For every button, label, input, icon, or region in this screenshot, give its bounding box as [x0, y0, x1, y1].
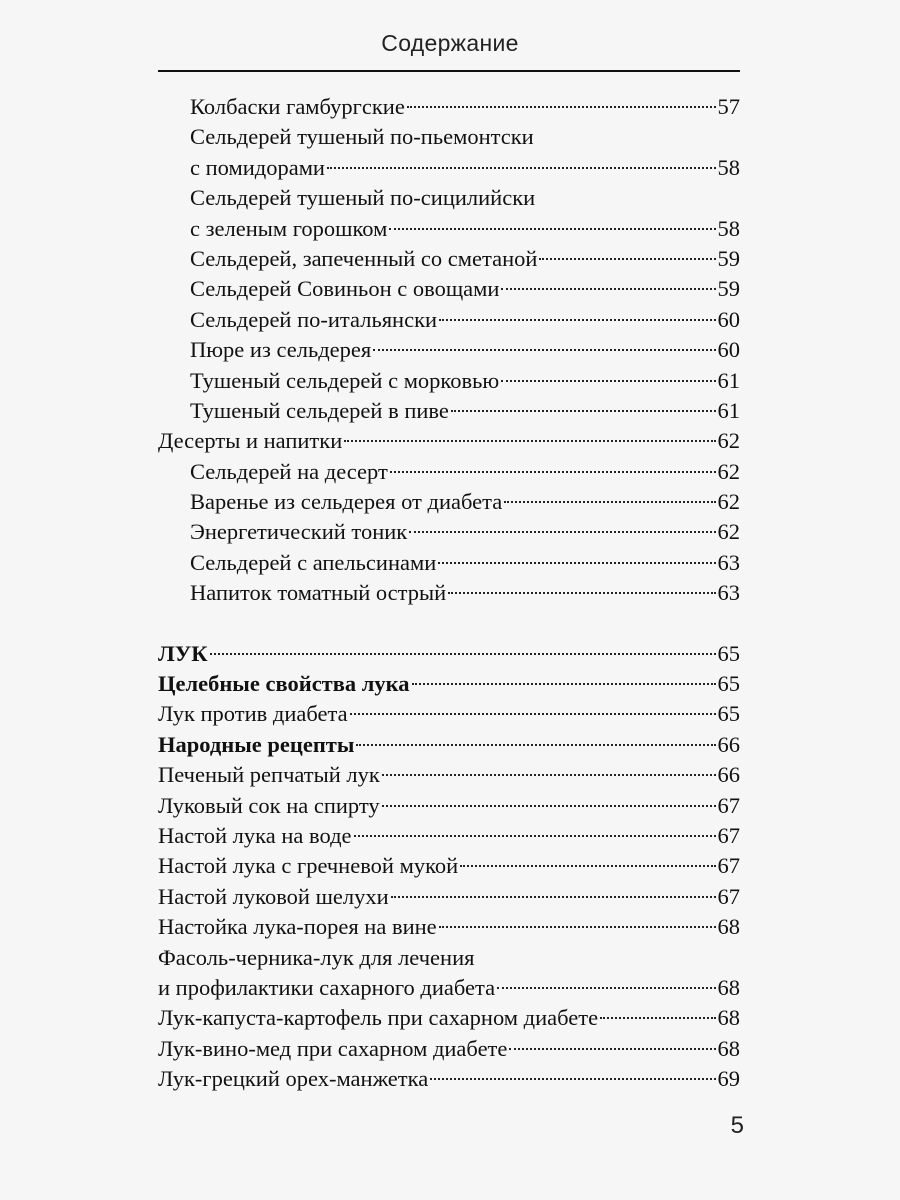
- dot-leader: [373, 349, 715, 351]
- toc-entry: [158, 912, 740, 942]
- toc-entry: [158, 578, 740, 608]
- toc-entry-page-number: 69: [717, 1066, 740, 1092]
- dot-leader: [504, 501, 715, 503]
- toc-entry-title: Пюре из сельдерея: [190, 337, 372, 363]
- toc-entry-page-number: 63: [717, 549, 740, 575]
- dot-leader: [600, 1017, 715, 1019]
- dot-leader: [497, 987, 715, 989]
- toc-entry: [158, 1034, 740, 1064]
- toc-entry-page-number: 68: [717, 1035, 740, 1061]
- toc-entry-title: Напиток томатный острый: [190, 580, 447, 606]
- toc-entry: [158, 396, 740, 426]
- toc-entry-title: с помидорами: [190, 154, 325, 180]
- toc-entry: [158, 1064, 740, 1094]
- toc-entry-title: Варенье из сельдерея от диабета: [190, 489, 503, 515]
- toc-entry: [158, 214, 740, 244]
- toc-entry-page-number: 68: [717, 1005, 740, 1031]
- toc-entry-title: Тушеный сельдерей в пиве: [190, 397, 449, 423]
- toc-entry: [158, 548, 740, 578]
- toc-entry: [158, 851, 740, 881]
- toc-entry-page-number: 62: [717, 489, 740, 515]
- dot-leader: [391, 896, 716, 898]
- toc-entry: [158, 882, 740, 912]
- toc-entry: [158, 517, 740, 547]
- dot-leader: [430, 1078, 715, 1080]
- dot-leader: [451, 410, 716, 412]
- toc-entry-page-number: 65: [717, 640, 740, 666]
- title-rule: [158, 70, 740, 72]
- toc-entry: [158, 457, 740, 487]
- page-number: 5: [730, 1112, 744, 1139]
- toc-entry: [158, 1003, 740, 1033]
- toc-entry-page-number: 62: [717, 428, 740, 454]
- toc-entry-page-number: 67: [717, 792, 740, 818]
- toc-entry-title: Тушеный сельдерей с морковью: [190, 367, 500, 393]
- toc-entry-page-number: 63: [717, 580, 740, 606]
- dot-leader: [354, 835, 716, 837]
- toc-entry-title: Лук-вино-мед при сахарном диабете: [158, 1035, 508, 1061]
- toc-entry-title: Настой луковой шелухи: [158, 883, 389, 909]
- dot-leader: [439, 319, 715, 321]
- toc-entry-title: Лук против диабета: [158, 701, 348, 727]
- dot-leader: [327, 167, 716, 169]
- toc-entry-page-number: 60: [717, 306, 740, 332]
- toc-entry-title: Сельдерей тушеный по-пьемонтски: [190, 124, 534, 150]
- dot-leader: [448, 592, 715, 594]
- dot-leader: [460, 865, 715, 867]
- toc-entry-title: Печеный репчатый лук: [158, 762, 380, 788]
- dot-leader: [407, 106, 716, 108]
- toc-entry-title: Луковый сок на спирту: [158, 792, 380, 818]
- toc-entry: [158, 699, 740, 729]
- toc-entry: [158, 669, 740, 699]
- toc-entry-page-number: 61: [717, 397, 740, 423]
- toc-entry-page-number: 68: [717, 974, 740, 1000]
- toc-entry-page-number: 59: [717, 276, 740, 302]
- toc-entry: [158, 366, 740, 396]
- toc-entry-page-number: 67: [717, 853, 740, 879]
- toc-entry-page-number: 65: [717, 701, 740, 727]
- toc-entry: [158, 821, 740, 851]
- toc-entry-title: Энергетический тоник: [190, 519, 408, 545]
- toc-entry-page-number: 62: [717, 519, 740, 545]
- toc-entry: [158, 487, 740, 517]
- dot-leader: [409, 531, 715, 533]
- toc-entry: [158, 730, 740, 760]
- toc-entry: [158, 335, 740, 365]
- toc-entry-page-number: 66: [717, 762, 740, 788]
- dot-leader: [356, 744, 715, 746]
- toc-entry: [158, 183, 740, 213]
- toc-entry-page-number: 60: [717, 337, 740, 363]
- table-of-contents: [158, 92, 740, 1095]
- toc-entry-title: Настой лука с гречневой мукой: [158, 853, 459, 879]
- toc-entry-title: Лук-грецкий орех-манжетка: [158, 1066, 429, 1092]
- toc-entry-page-number: 61: [717, 367, 740, 393]
- toc-entry-title: Сельдерей по-итальянски: [190, 306, 438, 332]
- toc-entry: [158, 305, 740, 335]
- toc-entry: [158, 973, 740, 1003]
- toc-entry-title: Сельдерей тушеный по-сицилийски: [190, 185, 536, 211]
- dot-leader: [501, 288, 715, 290]
- toc-entry: [158, 274, 740, 304]
- toc-entry: [158, 791, 740, 821]
- dot-leader: [390, 471, 716, 473]
- toc-entry-title: с зеленым горошком: [190, 215, 388, 241]
- toc-entry-page-number: 67: [717, 822, 740, 848]
- dot-leader: [344, 440, 715, 442]
- toc-entry-page-number: 68: [717, 914, 740, 940]
- toc-entry-title: Сельдерей, запеченный со сметаной: [190, 245, 538, 271]
- toc-entry-page-number: 58: [717, 154, 740, 180]
- dot-leader: [439, 926, 716, 928]
- toc-entry: [158, 244, 740, 274]
- dot-leader: [539, 258, 715, 260]
- toc-entry-title: Сельдерей Совиньон с овощами: [190, 276, 500, 302]
- toc-entry-title: Колбаски гамбургские: [190, 94, 405, 119]
- dot-leader: [509, 1048, 715, 1050]
- toc-entry: [158, 426, 740, 456]
- toc-entry-title: Сельдерей на десерт: [190, 458, 388, 484]
- dot-leader: [210, 653, 716, 655]
- dot-leader: [350, 713, 716, 715]
- toc-entry-title: ЛУК: [158, 640, 208, 666]
- toc-entry-page-number: 62: [717, 458, 740, 484]
- toc-entry-title: Сельдерей с апельсинами: [190, 549, 437, 575]
- toc-entry-title: Фасоль-черника-лук для лечения: [158, 944, 475, 970]
- toc-entry-page-number: 57: [717, 94, 740, 119]
- toc-entry: [158, 760, 740, 790]
- toc-entry-title: Народные рецепты: [158, 731, 355, 757]
- toc-entry-page-number: 65: [717, 671, 740, 697]
- dot-leader: [382, 774, 716, 776]
- toc-entry-title: Целебные свойства лука: [158, 671, 410, 697]
- toc-entry-title: Настой лука на воде: [158, 822, 352, 848]
- toc-entry-title: Лук-капуста-картофель при сахарном диабете: [158, 1005, 599, 1031]
- toc-entry: [158, 92, 740, 122]
- toc-entry: [158, 943, 740, 973]
- toc-entry-title: и профилактики сахарного диабета: [158, 974, 496, 1000]
- toc-entry-title: Десерты и напитки: [158, 428, 343, 454]
- toc-entry: [158, 153, 740, 183]
- toc-entry: [158, 122, 740, 152]
- toc-entry-page-number: 66: [717, 731, 740, 757]
- toc-entry-page-number: 58: [717, 215, 740, 241]
- dot-leader: [382, 805, 716, 807]
- toc-entry-page-number: 59: [717, 245, 740, 271]
- page-title: Содержание: [381, 30, 519, 56]
- toc-entry: [158, 639, 740, 669]
- dot-leader: [412, 683, 716, 685]
- dot-leader: [438, 562, 715, 564]
- toc-entry-title: Настойка лука-порея на вине: [158, 914, 437, 940]
- dot-leader: [501, 380, 715, 382]
- dot-leader: [389, 228, 715, 230]
- toc-entry-page-number: 67: [717, 883, 740, 909]
